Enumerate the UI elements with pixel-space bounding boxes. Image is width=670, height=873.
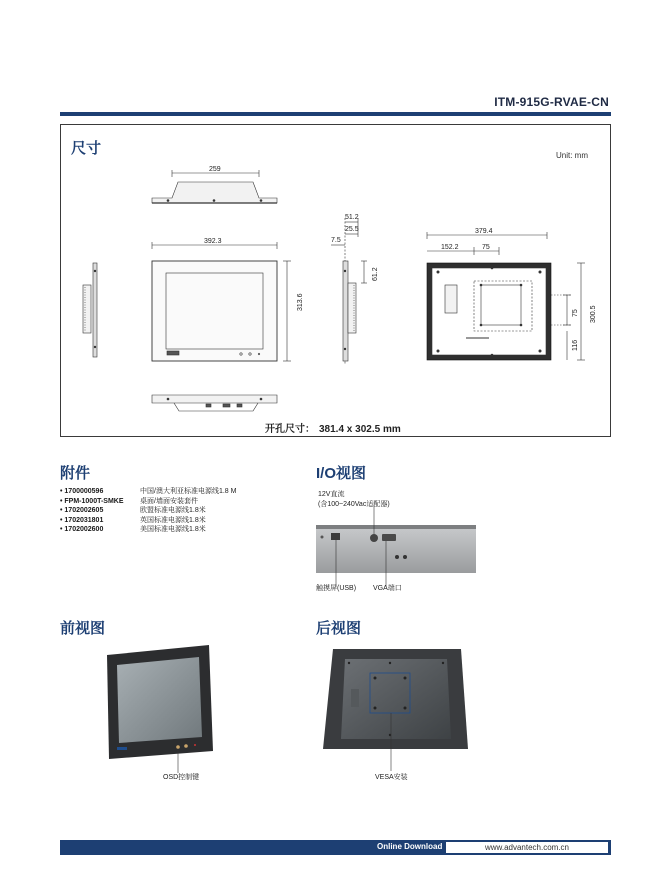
footer-bar [60, 840, 611, 855]
io-view-photo [316, 505, 476, 587]
accessories-title: 附件 [60, 465, 91, 482]
bottom-view-drawing [152, 395, 277, 411]
io-vga-label: VGA端口 [373, 585, 402, 592]
list-item [60, 497, 236, 507]
list-item [60, 525, 236, 535]
accessory-description: 欧盟标准电源线1.8米 [140, 507, 206, 514]
rear-view-drawing [427, 232, 585, 360]
accessory-description: 英国标准电源线1.8米 [140, 516, 206, 524]
download-url-link[interactable]: www.advantech.com.cn [446, 842, 608, 853]
accessory-description: 中国/澳大利亚标准电源线1.8 M [140, 488, 237, 495]
dim-side-small: 7.5 [331, 237, 341, 244]
cutout-value: 381.4 x 302.5 mm [319, 424, 401, 435]
list-item [60, 516, 236, 526]
list-item [60, 506, 236, 516]
front-view-drawing [152, 242, 291, 361]
front-view-photo [105, 643, 215, 773]
io-title: I/O视图 [316, 465, 367, 482]
dim-side-height: 61.2 [372, 267, 379, 281]
rear-view-photo [323, 649, 468, 771]
dimension-drawings [61, 125, 612, 438]
io-power-label-line1: 12V直流 [318, 491, 345, 498]
unit-label: Unit: mm [556, 151, 588, 160]
accessory-part-number: • 1702002600 [60, 525, 140, 535]
online-download-label: Online Download [377, 842, 443, 851]
dim-rear-height: 300.5 [590, 305, 597, 323]
accessory-description: 桌面/墙面安装套件 [140, 497, 198, 505]
cutout-label: 开孔尺寸： [265, 424, 315, 435]
dim-side-mid: 25.5 [345, 226, 359, 233]
front-view-title: 前视图 [60, 620, 106, 637]
left-side-drawing [83, 263, 97, 357]
accessories-list [60, 487, 236, 535]
accessory-part-number: • FPM-1000T-SMKE [60, 497, 140, 507]
dim-rear-vesa-h: 75 [572, 309, 579, 317]
dim-rear-vesa-w: 75 [482, 244, 490, 251]
dim-side-total: 51.2 [345, 214, 359, 221]
dim-top-width: 259 [209, 166, 221, 173]
top-view-drawing [152, 170, 277, 203]
dim-rear-offset: 152.2 [441, 244, 459, 251]
model-title: ITM-915G-RVAE-CN [494, 95, 609, 109]
dim-rear-width: 379.4 [475, 228, 493, 235]
accessory-part-number: • 1702031801 [60, 516, 140, 526]
dim-front-width: 392.3 [204, 238, 222, 245]
header-divider [60, 112, 611, 116]
accessory-part-number: • 1700000596 [60, 487, 140, 497]
list-item [60, 487, 236, 497]
accessory-part-number: • 1702002605 [60, 506, 140, 516]
dimensions-panel [60, 124, 611, 437]
io-power-label-line2: (含100~240Vac适配器) [318, 501, 390, 508]
dim-front-height: 313.6 [297, 293, 304, 311]
rear-vesa-label: VESA安装 [375, 774, 408, 781]
cutout-size [265, 420, 401, 435]
dim-rear-bottom: 116 [572, 339, 579, 351]
io-usb-label: 触摸屏(USB) [316, 585, 357, 592]
accessory-description: 美国标准电源线1.8米 [140, 526, 206, 533]
dimensions-title: 尺寸 [71, 140, 102, 157]
front-osd-label: OSD控制键 [163, 774, 200, 781]
rear-view-title: 后视图 [316, 620, 362, 637]
